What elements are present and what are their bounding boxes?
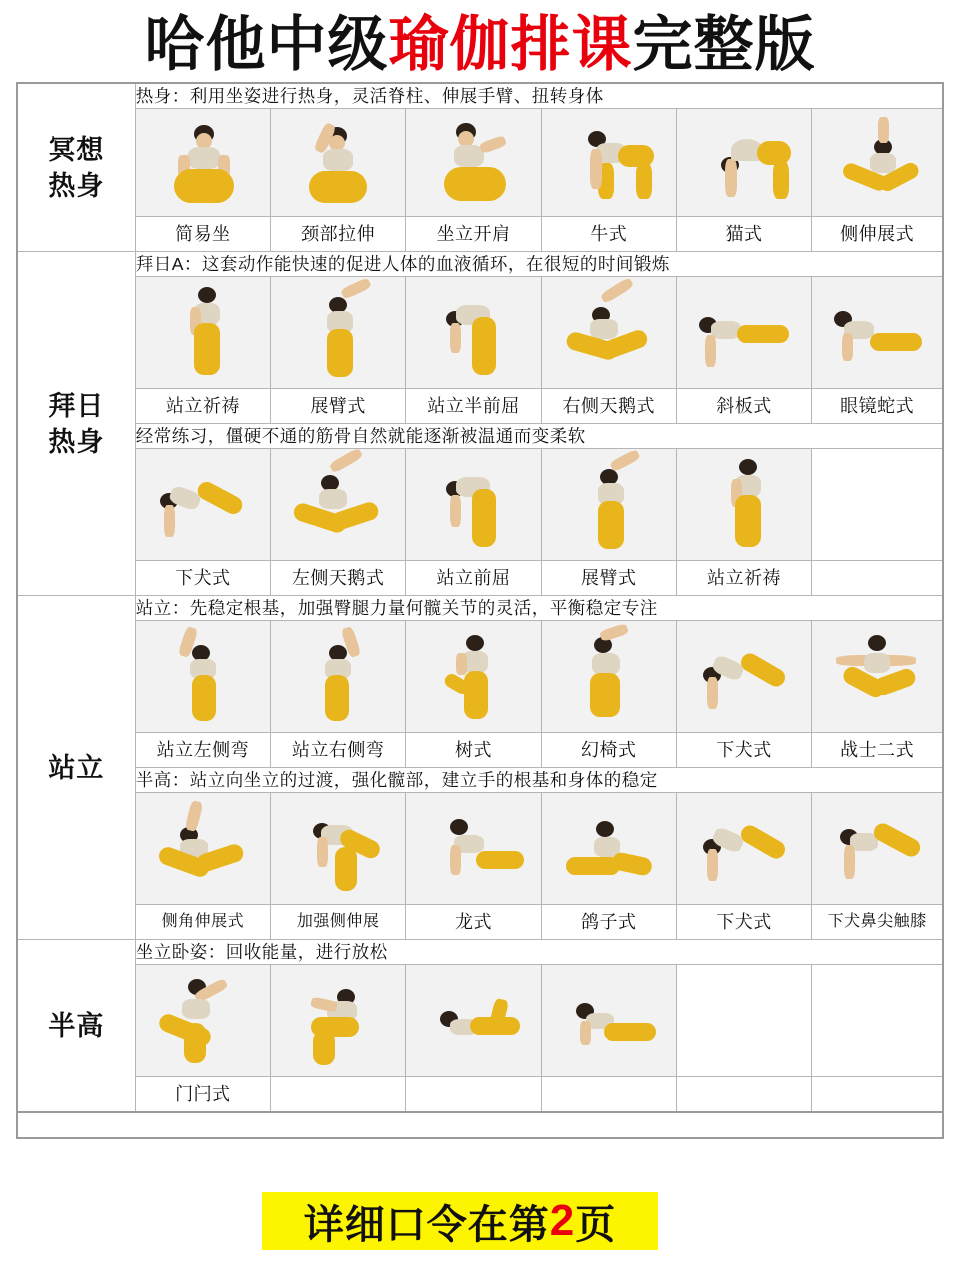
section-2-photo-row-a: [17, 277, 943, 389]
pose-caption: 下犬式: [676, 905, 811, 940]
section-1-photo-row: [17, 109, 943, 217]
section-label-line2: 热身: [48, 170, 105, 201]
yoga-pose-figure-icon: [271, 277, 405, 388]
pose-image: [271, 621, 406, 733]
section-3-caption-row-a: [17, 733, 943, 768]
pose-caption: 站立左侧弯: [135, 733, 270, 768]
pose-caption: 颈部拉伸: [271, 217, 406, 252]
empty-cell: [812, 965, 942, 1076]
pose-image: [812, 621, 943, 733]
yoga-pose-figure-icon: [542, 621, 676, 732]
yoga-pose-figure-icon: [271, 621, 405, 732]
yoga-pose-figure-icon: [406, 277, 540, 388]
pose-caption: 侧角伸展式: [135, 905, 270, 940]
pose-caption: 右侧天鹅式: [541, 389, 676, 424]
section-2-caption-row-b: [17, 561, 943, 596]
yoga-pose-figure-icon: [677, 109, 811, 216]
pose-caption: 站立右侧弯: [271, 733, 406, 768]
pose-caption-empty: [271, 1077, 406, 1113]
pose-image: [812, 109, 943, 217]
block-description: 站立：先稳定根基，加强臀腿力量何髋关节的灵活，平衡稳定专注: [135, 596, 943, 621]
pose-caption: 站立前屈: [406, 561, 541, 596]
pose-image: [271, 793, 406, 905]
block-description: 半高：站立向坐立的过渡，强化髋部，建立手的根基和身体的稳定: [135, 768, 943, 793]
pose-image: [541, 109, 676, 217]
yoga-pose-figure-icon: [677, 277, 811, 388]
section-label-line1: 站立: [48, 752, 105, 783]
pose-image: [135, 109, 270, 217]
section-label-line1: 冥想: [48, 134, 105, 165]
pose-caption-empty: [812, 1077, 943, 1113]
pose-image: [676, 621, 811, 733]
yoga-pose-figure-icon: [271, 965, 405, 1076]
yoga-pose-figure-icon: [812, 277, 942, 388]
pose-caption: 下犬式: [135, 561, 270, 596]
pose-caption: 展臂式: [541, 561, 676, 596]
pose-image: [135, 277, 270, 389]
footer-page-number: 2: [549, 1196, 576, 1245]
pose-caption: 龙式: [406, 905, 541, 940]
pose-image: [271, 277, 406, 389]
pose-caption: 下犬式: [676, 733, 811, 768]
yoga-pose-figure-icon: [271, 793, 405, 904]
pose-image: [812, 277, 943, 389]
pose-image: [676, 793, 811, 905]
section-label-sun-salutation: [17, 252, 135, 596]
title-part-3: 完整版: [632, 11, 816, 78]
pose-image: [541, 449, 676, 561]
section-3-desc-row-b: [17, 768, 943, 793]
section-3-photo-row-b: [17, 793, 943, 905]
schedule-table: [16, 82, 944, 1113]
pose-caption: 战士二式: [812, 733, 943, 768]
pose-image: [541, 793, 676, 905]
yoga-pose-figure-icon: [542, 109, 676, 216]
yoga-pose-figure-icon: [136, 109, 270, 216]
block-description: 热身：利用坐姿进行热身，灵活脊柱、伸展手臂、扭转身体: [135, 83, 943, 109]
yoga-pose-figure-icon: [406, 965, 540, 1076]
pose-caption-empty: [406, 1077, 541, 1113]
empty-cell: [677, 965, 811, 1076]
pose-image: [676, 449, 811, 561]
section-2-desc-row: [17, 252, 943, 277]
yoga-pose-figure-icon: [677, 449, 811, 560]
pose-image: [406, 109, 541, 217]
pose-caption: 牛式: [541, 217, 676, 252]
pose-image: [676, 277, 811, 389]
yoga-pose-figure-icon: [406, 109, 540, 216]
block-description: 拜日A：这套动作能快速的促进人体的血液循环，在很短的时间锻炼: [135, 252, 943, 277]
pose-image: [271, 449, 406, 561]
pose-image: [271, 109, 406, 217]
pose-image-empty: [812, 449, 943, 561]
block-description: 经常练习，僵硬不通的筋骨自然就能逐渐被温通而变柔软: [135, 424, 943, 449]
pose-image: [406, 965, 541, 1077]
pose-caption-empty: [812, 561, 943, 596]
yoga-pose-figure-icon: [406, 621, 540, 732]
pose-caption: 简易坐: [135, 217, 270, 252]
section-2-desc-row-b: [17, 424, 943, 449]
title-part-1: 哈他中级: [144, 11, 389, 78]
section-label-standing: [17, 596, 135, 940]
yoga-pose-figure-icon: [136, 277, 270, 388]
pose-caption: 左侧天鹅式: [271, 561, 406, 596]
yoga-pose-figure-icon: [812, 793, 942, 904]
section-2-caption-row-a: [17, 389, 943, 424]
yoga-pose-figure-icon: [812, 621, 942, 732]
pose-caption: 坐立开肩: [406, 217, 541, 252]
pose-image-empty: [676, 965, 811, 1077]
pose-image: [271, 965, 406, 1077]
pose-image: [406, 449, 541, 561]
pose-caption: 加强侧伸展: [271, 905, 406, 940]
pose-image: [135, 449, 270, 561]
pose-caption: 鸽子式: [541, 905, 676, 940]
section-label-line1: 半高: [48, 1010, 105, 1041]
yoga-pose-figure-icon: [271, 109, 405, 216]
section-label-line2: 热身: [48, 426, 105, 457]
section-label-line1: 拜日: [48, 390, 105, 421]
pose-caption: 展臂式: [271, 389, 406, 424]
yoga-pose-figure-icon: [542, 449, 676, 560]
footer-note-banner: [262, 1192, 658, 1250]
pose-image: [676, 109, 811, 217]
section-4-desc-row: [17, 940, 943, 965]
yoga-pose-figure-icon: [542, 965, 676, 1076]
section-4-photo-row: [17, 965, 943, 1077]
pose-image: [541, 621, 676, 733]
page-title: [0, 0, 960, 82]
yoga-pose-figure-icon: [136, 965, 270, 1076]
title-part-2: 瑜伽排课: [388, 11, 633, 78]
pose-image: [406, 277, 541, 389]
yoga-pose-figure-icon: [406, 449, 540, 560]
bottom-strip: [16, 1113, 944, 1139]
pose-caption: 门闩式: [135, 1077, 270, 1113]
section-1-desc-row: [17, 83, 943, 109]
pose-image: [135, 793, 270, 905]
section-4-caption-row: [17, 1077, 943, 1113]
yoga-pose-figure-icon: [812, 109, 942, 216]
section-2-photo-row-b: [17, 449, 943, 561]
yoga-pose-figure-icon: [136, 449, 270, 560]
pose-caption-empty: [541, 1077, 676, 1113]
pose-image: [135, 621, 270, 733]
pose-image: [541, 277, 676, 389]
section-label-half-height: [17, 940, 135, 1113]
footer-text-after: 页: [575, 1202, 617, 1247]
yoga-pose-figure-icon: [136, 621, 270, 732]
pose-caption: 眼镜蛇式: [812, 389, 943, 424]
empty-cell: [812, 449, 942, 560]
section-label-meditation: [17, 83, 135, 252]
yoga-pose-figure-icon: [271, 449, 405, 560]
pose-caption: 斜板式: [676, 389, 811, 424]
section-3-caption-row-b: [17, 905, 943, 940]
pose-caption: 猫式: [676, 217, 811, 252]
pose-caption: 站立半前屈: [406, 389, 541, 424]
pose-image-empty: [812, 965, 943, 1077]
pose-caption: 幻椅式: [541, 733, 676, 768]
section-1-caption-row: [17, 217, 943, 252]
pose-caption: 站立祈祷: [135, 389, 270, 424]
pose-image: [812, 793, 943, 905]
yoga-pose-figure-icon: [677, 793, 811, 904]
pose-image: [406, 793, 541, 905]
section-3-photo-row-a: [17, 621, 943, 733]
pose-caption: 站立祈祷: [676, 561, 811, 596]
block-description: 坐立卧姿：回收能量，进行放松: [135, 940, 943, 965]
footer-text-before: 详细口令在第: [303, 1202, 550, 1247]
pose-image: [541, 965, 676, 1077]
pose-caption: 侧伸展式: [812, 217, 943, 252]
section-3-desc-row: [17, 596, 943, 621]
yoga-pose-figure-icon: [677, 621, 811, 732]
yoga-pose-figure-icon: [542, 793, 676, 904]
yoga-pose-figure-icon: [136, 793, 270, 904]
pose-caption-empty: [676, 1077, 811, 1113]
pose-caption: 树式: [406, 733, 541, 768]
pose-image: [135, 965, 270, 1077]
yoga-pose-figure-icon: [406, 793, 540, 904]
yoga-pose-figure-icon: [542, 277, 676, 388]
pose-image: [406, 621, 541, 733]
pose-caption: 下犬鼻尖触膝: [812, 905, 943, 940]
